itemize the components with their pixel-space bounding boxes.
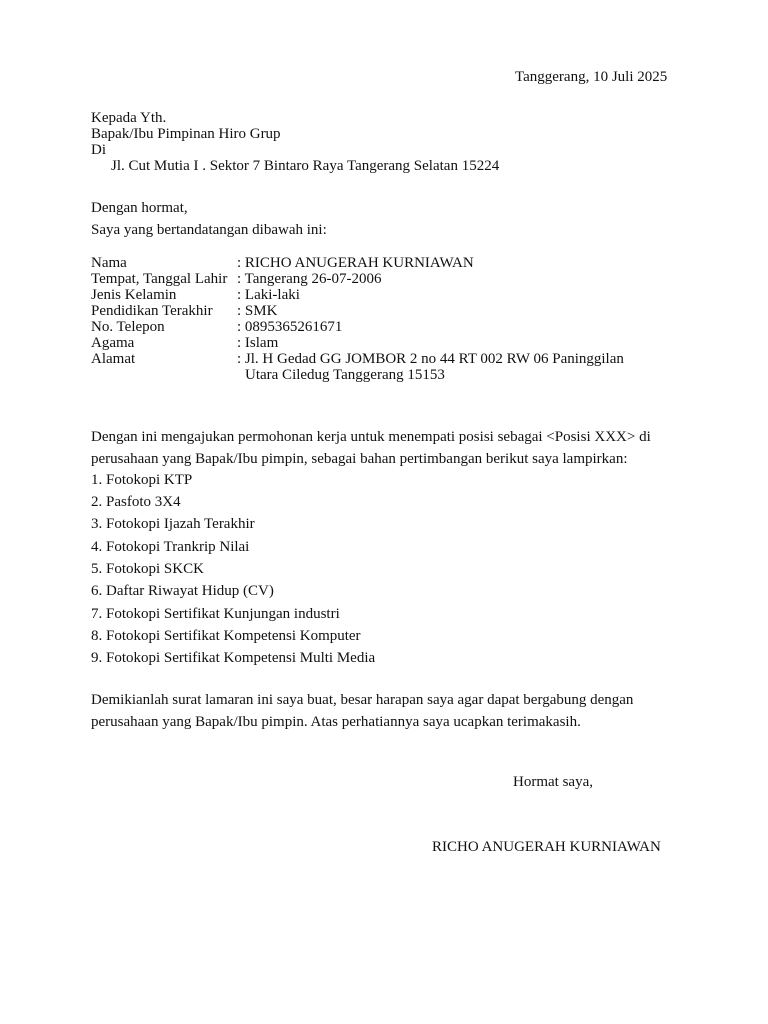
- field-value-education: : SMK: [237, 303, 278, 319]
- list-item: 3. Fotokopi Ijazah Terakhir: [91, 516, 255, 532]
- list-item: 2. Pasfoto 3X4: [91, 494, 181, 510]
- field-label-address: Alamat: [91, 351, 136, 367]
- field-label-ttl: Tempat, Tanggal Lahir: [91, 271, 228, 287]
- list-item: 4. Fotokopi Trankrip Nilai: [91, 539, 250, 555]
- body-paragraph-line2: perusahaan yang Bapak/Ibu pimpin, sebagai bahan pertimbangan berikut saya lampirkan:: [91, 451, 628, 467]
- field-value-nama: : RICHO ANUGERAH KURNIAWAN: [237, 255, 474, 271]
- field-label-gender: Jenis Kelamin: [91, 287, 177, 303]
- recipient-name: Bapak/Ibu Pimpinan Hiro Grup: [91, 126, 281, 142]
- body-paragraph-line1: Dengan ini mengajukan permohonan kerja untuk menempati posisi sebagai <Posisi XXX> di: [91, 429, 651, 445]
- body-paragraph: [91, 426, 677, 470]
- signature-name: RICHO ANUGERAH KURNIAWAN: [432, 839, 661, 855]
- field-label-religion: Agama: [91, 335, 135, 351]
- list-item: 9. Fotokopi Sertifikat Kompetensi Multi Media: [91, 650, 376, 666]
- closing-paragraph: [91, 689, 677, 733]
- closing-paragraph-line2: perusahaan yang Bapak/Ibu pimpin. Atas perhatiannya saya ucapkan terimakasih.: [91, 714, 581, 730]
- field-value-gender: : Laki-laki: [237, 287, 300, 303]
- field-label-nama: Nama: [91, 255, 127, 271]
- field-value-phone: : 0895365261671: [237, 319, 343, 335]
- field-value-ttl: : Tangerang 26-07-2006: [237, 271, 382, 287]
- closing-paragraph-line1: Demikianlah surat lamaran ini saya buat, besar harapan saya agar dapat bergabung dengan: [91, 692, 634, 708]
- field-label-phone: No. Telepon: [91, 319, 165, 335]
- field-value-address: : Jl. H Gedad GG JOMBOR 2 no 44 RT 002 RW 06 Paninggilan: [237, 351, 624, 367]
- field-label-education: Pendidikan Terakhir: [91, 303, 213, 319]
- intro-line: Saya yang bertandatangan dibawah ini:: [91, 222, 327, 238]
- recipient-greeting: Kepada Yth.: [91, 110, 167, 126]
- place-date: Tanggerang, 10 Juli 2025: [515, 69, 668, 85]
- list-item: 1. Fotokopi KTP: [91, 472, 193, 488]
- list-item: 6. Daftar Riwayat Hidup (CV): [91, 583, 274, 599]
- recipient-address: Jl. Cut Mutia I . Sektor 7 Bintaro Raya Tangerang Selatan 15224: [111, 158, 500, 174]
- field-value-address-cont: Utara Ciledug Tanggerang 15153: [245, 367, 445, 383]
- recipient-di: Di: [91, 142, 106, 158]
- salutation: Dengan hormat,: [91, 200, 188, 216]
- sign-off: Hormat saya,: [513, 774, 593, 790]
- list-item: 7. Fotokopi Sertifikat Kunjungan industri: [91, 606, 340, 622]
- list-item: 5. Fotokopi SKCK: [91, 561, 204, 577]
- field-value-religion: : Islam: [237, 335, 279, 351]
- list-item: 8. Fotokopi Sertifikat Kompetensi Komputer: [91, 628, 361, 644]
